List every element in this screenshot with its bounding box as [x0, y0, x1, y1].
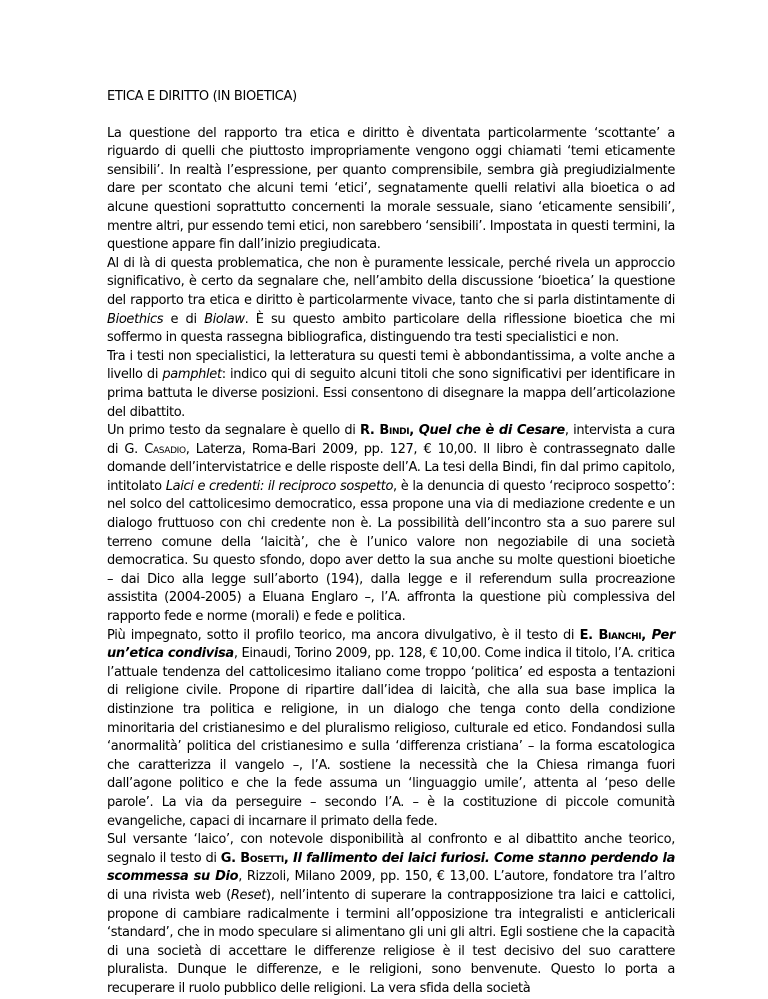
author-surname: osetti [249, 850, 284, 866]
text-run: . È su questo ambito particolare della riflessione bioetica che mi soffermo in questa rassegna bibliografica, distinguendo tra testi specialistici e non. [107, 311, 675, 346]
book-title: Per un’etica condivisa [107, 627, 676, 662]
text-run: , intervista a cura di G. C [107, 423, 676, 457]
italic-term: pamphlet [162, 367, 222, 383]
book-title: Quel che è di Cesare [418, 423, 565, 439]
paragraph-5 [107, 627, 675, 832]
curator-surname: asadio [152, 441, 186, 457]
document-page [107, 88, 675, 999]
paragraph-1: La questione del rapporto tra etica e diritto è diventata particolarmente ‘scottante’ a riguardo di quelli che piuttosto impropriamente vengono oggi chiamati ‘temi eticamente sensibili’. In realtà l’espressione, per quanto comprensibile, sembra già pregiudizialmente dare per scontato che alcuni temi ‘etici’, segnatamente quelli relativi alla bioetica o ad alcune questioni soprattutto concernenti la morale sessuale, siano ‘eticamente sensibili’, mentre altri, pur essendo temi etici, non sarebbero ‘sensibili’. Impostata in questi termini, la questione appare fin dall’inizio pregiudicata. [107, 125, 675, 253]
text-run: Sul versante ‘laico’, con notevole disponibilità al confronto e al dibattito anche teorico, segnalo il testo di [107, 832, 675, 866]
author-name [221, 851, 293, 866]
text-run: Al di là di questa problematica, che non è puramente lessicale, perché rivela un approccio significativo, è certo da segnalare che, nell’ambito della discussione ‘bioetica’ la questione del rapporto tra etica e diritto è particolarmente vivace, tanto che si parla distintamente di [107, 255, 675, 308]
paragraph-3 [107, 348, 675, 422]
italic-term: Biolaw [204, 311, 245, 327]
chapter-title: Laici e credenti: il reciproco sospetto [165, 478, 394, 494]
text-run: Più impegnato, sotto il profilo teorico, ma ancora divulgativo, è il testo di [107, 627, 580, 643]
text-run: : indico qui di seguito alcuni titoli che sono significativi per identificare in prima battuta le diverse posizioni. Essi consentono di disegnare la mappa dell’articolazione del dibattito. [107, 367, 676, 420]
author-name [360, 423, 419, 438]
paragraph-4 [107, 422, 675, 627]
text-run: , Einaudi, Torino 2009, pp. 128, € 10,00. Come indica il titolo, l’A. critica l’attuale tendenza del cattolicesimo italiano come troppo ‘politica’ ed esposta a tentazioni di religione civile. Propone di ripartire dall’idea di laicità, che alla sua base implica la distinzione tra politica e religione, in un dialogo che tenga conto della condizione minoritaria del cristianesimo e del pluralismo religioso, culturale ed etico. Fondandosi sulla ‘anormalità’ politica del cristianesimo e sulla ‘differenza cristiana’ – la forma escatologica che caratterizza il vangelo –, l’A. sostiene la necessità che la Chiesa rimanga fuori dall’agone politico e che la fede assuma un ‘linguaggio umile’, attenta al ‘peso delle parole’. La via da perseguire – secondo l’A. – è la costituzione di piccole comunità evangeliche, capaci di incarnare il primato della fede. [107, 646, 676, 829]
author-initial: G. B [220, 850, 250, 866]
author-initial: R. B [360, 423, 389, 439]
author-name [580, 628, 652, 643]
text-run: , Rizzoli, Milano 2009, pp. 150, € 13,00. L’autore, fondatore tra l’altro di una rivista web ( [107, 869, 676, 903]
text-run: Tra i testi non specialistici, la letteratura su questi temi è abbondantissima, a volte anche a livello di [107, 348, 675, 383]
author-comma: , [409, 423, 419, 439]
paragraph-6 [107, 831, 675, 998]
italic-term: Bioethics [107, 311, 164, 327]
text-run: , Laterza, Roma-Bari 2009, pp. 127, € 10,00. Il libro è contrassegnato dalle domande dell’intervistatrice e delle risposte dell’A. La tesi della Bindi, fin dal primo capitolo, intitolato [107, 441, 675, 494]
book-title: Il fallimento dei laici furiosi. Come stanno perdendo la scommessa su Dio [107, 850, 675, 885]
document-title: ETICA E DIRITTO (IN BIOETICA) [107, 89, 297, 104]
author-surname: indi [388, 423, 410, 439]
text-run: e di [163, 311, 205, 327]
paragraph-2 [107, 255, 675, 348]
author-comma: , [283, 850, 293, 866]
text-run: , è la denuncia di questo ‘reciproco sospetto’: nel solco del cattolicesimo democratico, essa propone una via di mediazione credente e un dialogo fruttuoso con chi credente non è. La possibilità dell’incontro sta a suo parere sul terreno comune della ‘laicità’, che è l’unico valore non negoziabile di una società democratica. Su questo sfondo, dopo aver detto la sua anche su molte questioni bioetiche – dai Dico alla legge sull’aborto (194), dalla legge e il referendum sulla procreazione assistita (2004-2005) a Eluana Englaro –, l’A. affronta la questione più complessiva del rapporto fede e norme (morali) e fede e politica. [107, 478, 675, 625]
author-comma: , [641, 627, 652, 643]
author-surname: ianchi [608, 627, 642, 643]
italic-term: Reset [230, 887, 266, 903]
text-run: ), nell’intento di superare la contrapposizione tra laici e cattolici, propone di cambiare radicalmente i termini all’opposizione tra integralisti e anticlericali ‘standard’, che in modo speculare si alimentano gli uni gli altri. Egli sostiene che la capacità di una società di accettare le differenze religiose è il test decisivo del suo carattere pluralista. Dunque le differenze, e le religioni, sono benvenute. Questo lo porta a recuperare il ruolo pubblico delle religioni. La vera sfida della società [107, 887, 676, 996]
author-initial: E. B [579, 627, 609, 643]
text-run: Un primo testo da segnalare è quello di [107, 423, 360, 439]
